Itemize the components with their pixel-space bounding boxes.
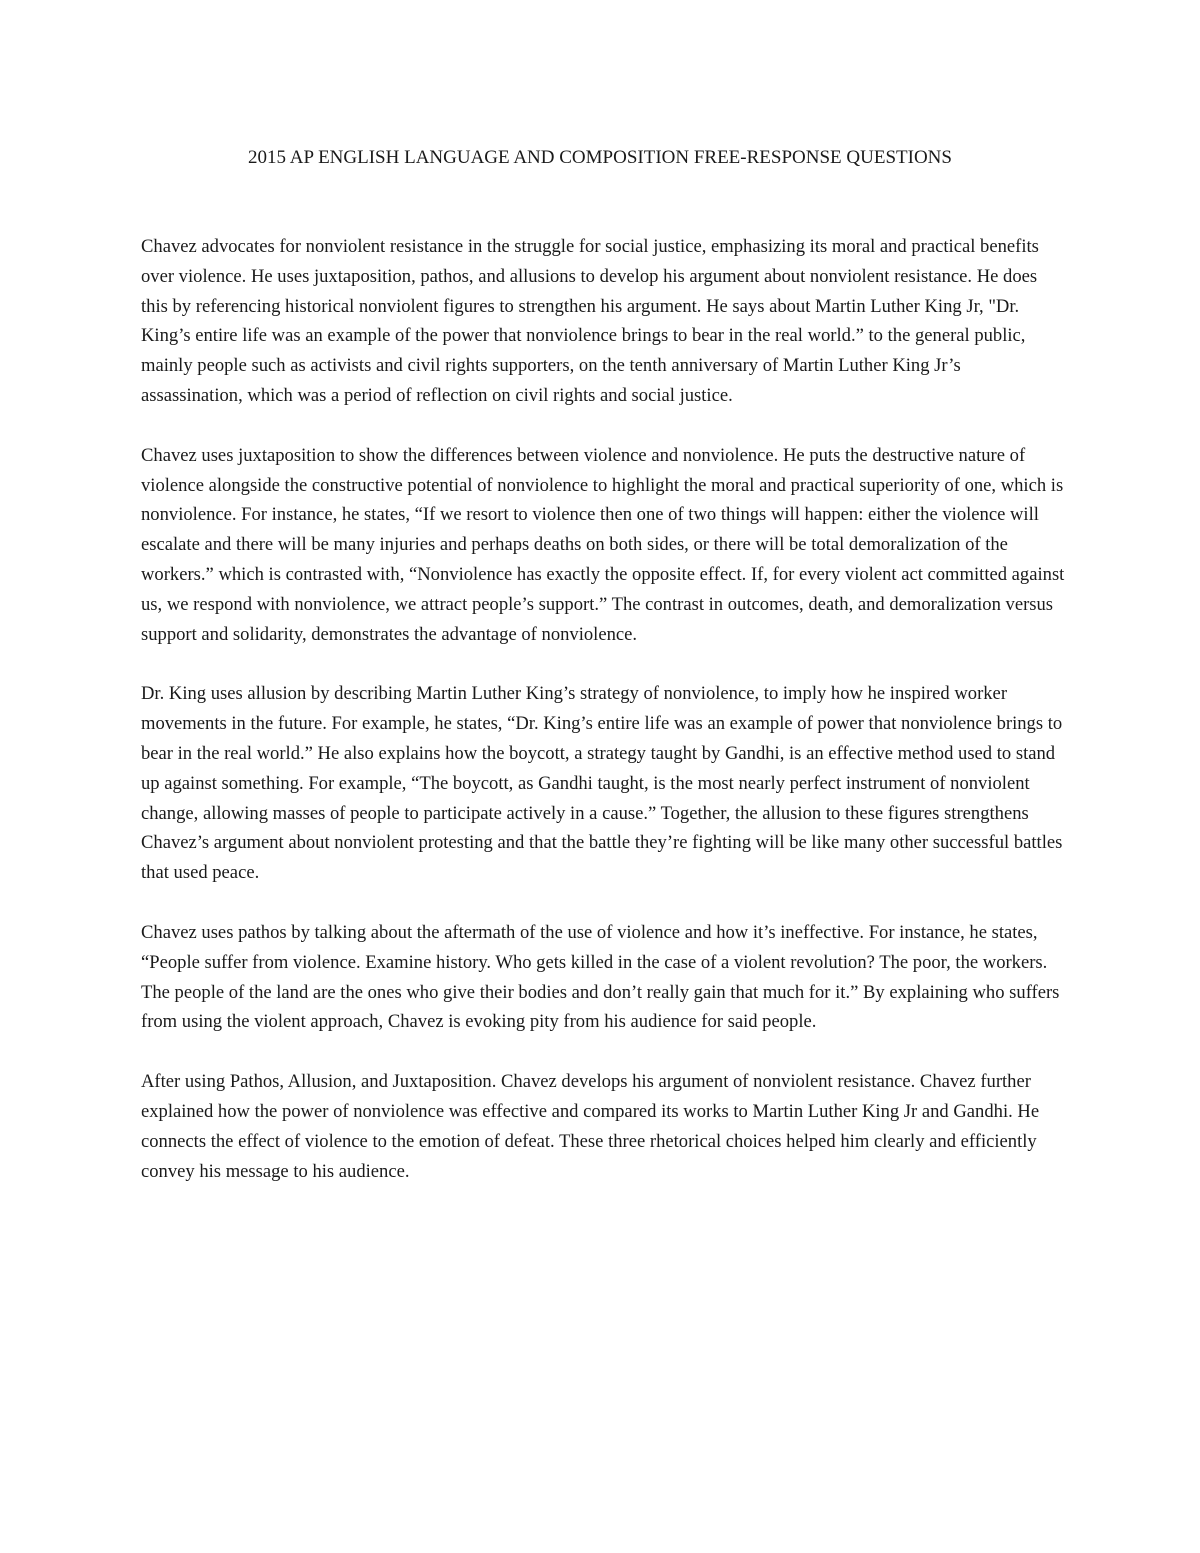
paragraph-intro: Chavez advocates for nonviolent resistance in the struggle for social justice, emphasizing its moral and practical benefits over violence. He uses juxtaposition, pathos, and allusions to develop his argument about nonviolent resistance. He does this by referencing historical nonviolent figures to strengthen his argument. He says about Martin Luther King Jr, "Dr. King’s entire life was an example of the power that nonviolence brings to bear in the real world.” to the general public, mainly people such as activists and civil rights supporters, on the tenth anniversary of Martin Luther King Jr’s assassination, which was a period of reflection on civil rights and social justice. xyxy=(141,236,1039,406)
document-title: 2015 AP ENGLISH LANGUAGE AND COMPOSITION FREE-RESPONSE QUESTIONS xyxy=(248,147,952,168)
paragraph-juxtaposition: Chavez uses juxtaposition to show the differences between violence and nonviolence. He puts the destructive nature of violence alongside the constructive potential of nonviolence to highlight the moral and practical superiority of one, which is nonviolence. For instance, he states, “If we resort to violence then one of two things will happen: either the violence will escalate and there will be many injuries and perhaps deaths on both sides, or there will be total demoralization of the workers.” which is contrasted with, “Nonviolence has exactly the opposite effect. If, for every violent act committed against us, we respond with nonviolence, we attract people’s support.” The contrast in outcomes, death, and demoralization versus support and solidarity, demonstrates the advantage of nonviolence. xyxy=(141,444,1065,645)
paragraph-allusion: Dr. King uses allusion by describing Martin Luther King’s strategy of nonviolence, to imply how he inspired worker movements in the future. For example, he states, “Dr. King’s entire life was an example of power that nonviolence brings to bear in the real world.” He also explains how the boycott, a strategy taught by Gandhi, is an effective method used to stand up against something. For example, “The boycott, as Gandhi taught, is the most nearly perfect instrument of nonviolent change, allowing masses of people to participate actively in a cause.” Together, the allusion to these figures strengthens Chavez’s argument about nonviolent protesting and that the battle they’re fighting will be like many other successful battles that used peace. xyxy=(141,683,1063,884)
paragraph-conclusion: After using Pathos, Allusion, and Juxtaposition. Chavez develops his argument of nonviolent resistance. Chavez further explained how the power of nonviolence was effective and compared its works to Martin Luther King Jr and Gandhi. He connects the effect of violence to the emotion of defeat. These three rhetorical choices helped him clearly and efficiently convey his message to his audience. xyxy=(141,1071,1040,1182)
paragraph-pathos: Chavez uses pathos by talking about the aftermath of the use of violence and how it’s ineffective. For instance, he states, “People suffer from violence. Examine history. Who gets killed in the case of a violent revolution? The poor, the workers. The people of the land are the ones who give their bodies and don’t really gain that much for it.” By explaining who suffers from using the violent approach, Chavez is evoking pity from his audience for said people. xyxy=(141,921,1060,1033)
document-body xyxy=(141,232,1066,1216)
